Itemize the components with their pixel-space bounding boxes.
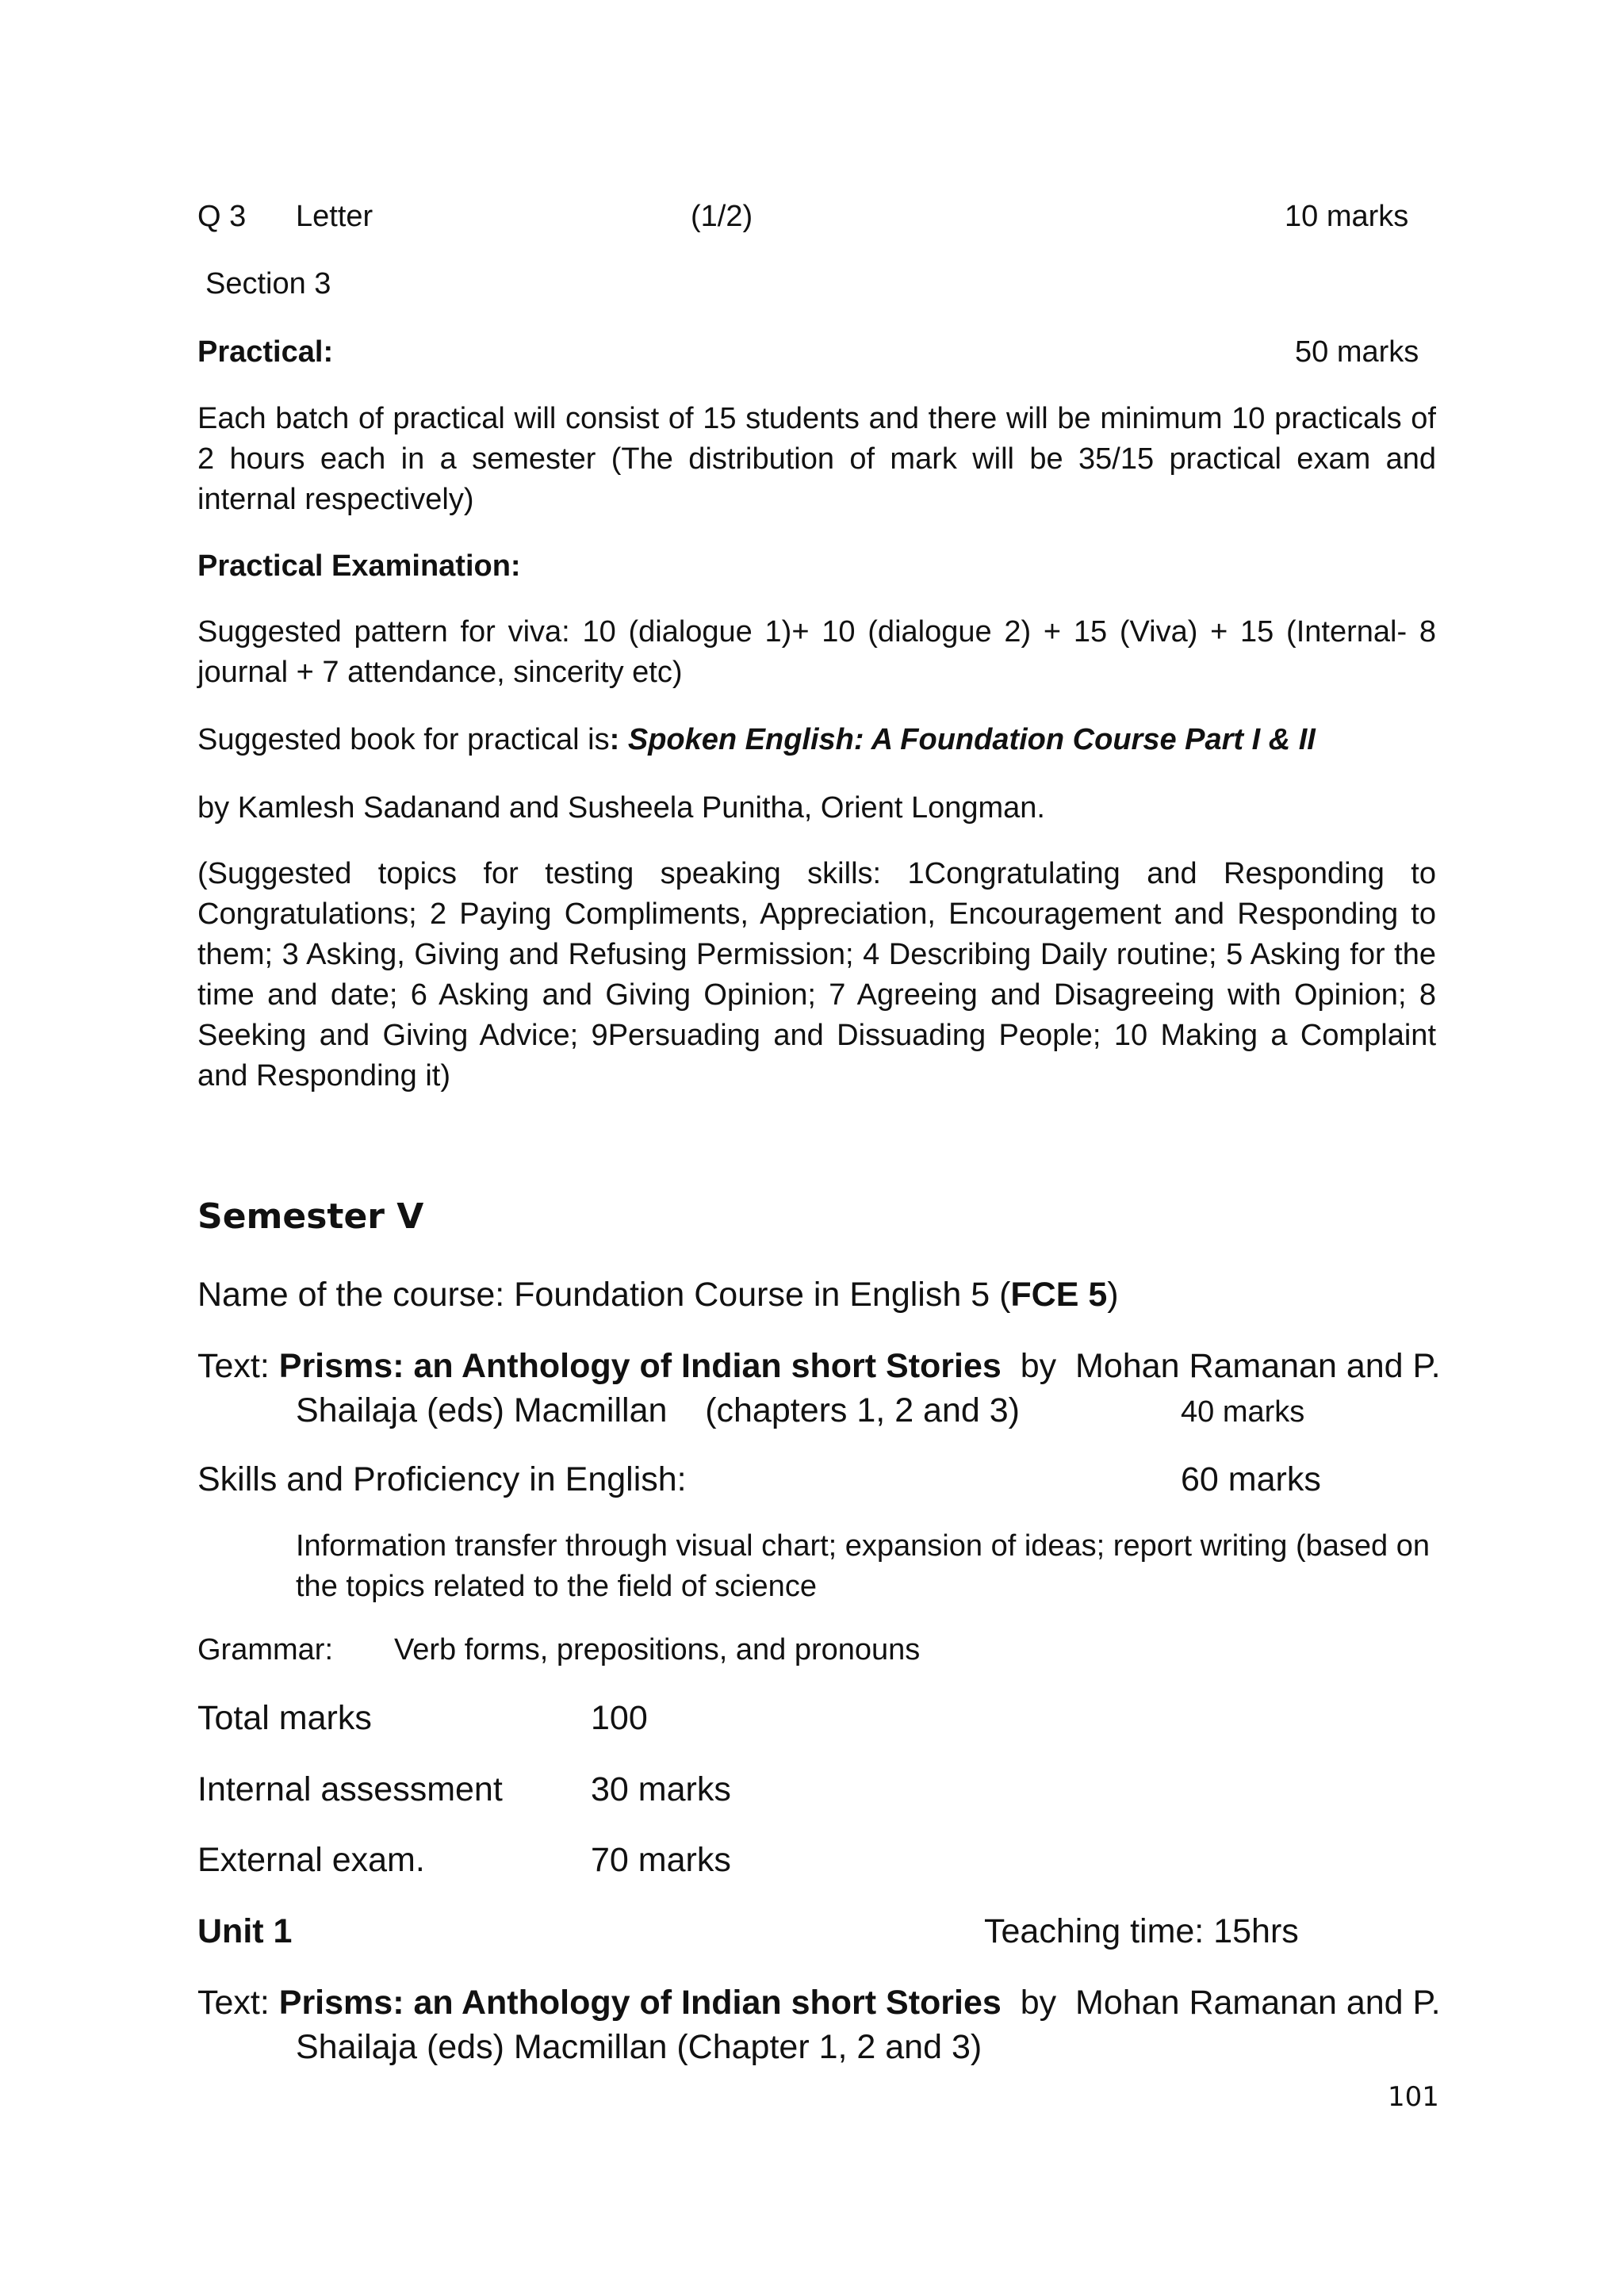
unit-teaching-time: Teaching time: 15hrs (984, 1912, 1299, 1950)
course-name (197, 1278, 1119, 1312)
section-label: Section 3 (205, 267, 331, 300)
semester-text-marks: 40 marks (1181, 1395, 1305, 1429)
semester-title: Semester V (197, 1196, 424, 1237)
semester-text-line2: Shailaja (eds) Macmillan (chapters 1, 2 and 3) (296, 1391, 1020, 1429)
unit-heading: Unit 1 (197, 1912, 293, 1950)
semester-text-label: Text: (197, 1347, 279, 1385)
unit-text-label: Text: (197, 1984, 279, 2022)
internal-assessment-label: Internal assessment (197, 1770, 503, 1808)
external-exam-value: 70 marks (591, 1841, 731, 1879)
q3-marks: 10 marks (1285, 200, 1409, 233)
suggested-book-title: Spoken English: A Foundation Course Part I & II (627, 723, 1316, 756)
speaking-topics: (Suggested topics for testing speaking skills: 1Congratulating and Responding to Congratulations; 2 Paying Compliments, Appreciation, Encouragement and Responding to them; 3 Asking, Giving and Refusing Permission; 4 Describing Daily routine; 5 Asking for the time and date; 6 Asking and Giving Opinion; 7 Agreeing and Disagreeing with Opinion; 8 Seeking and Giving Advice; 9Persuading and Dissuading People; 10 Making a Complaint and Responding it) (197, 857, 1436, 1093)
suggested-book-line (197, 725, 1316, 755)
practical-heading: Practical: (197, 335, 334, 369)
viva-pattern: Suggested pattern for viva: 10 (dialogue 1)+ 10 (dialogue 2) + 15 (Viva) + 15 (Internal- 8 journal + 7 attendance, sincerity etc) (197, 615, 1436, 689)
q3-name: Letter (296, 200, 373, 233)
total-marks-label: Total marks (197, 1699, 372, 1737)
unit-text-line2: Shailaja (eds) Macmillan (Chapter 1, 2 and 3) (296, 2028, 982, 2066)
course-name-prefix: Name of the course: Foundation Course in English 5 ( (197, 1276, 1011, 1314)
q3-fraction: (1/2) (691, 200, 753, 233)
skills-marks: 60 marks (1181, 1460, 1321, 1498)
semester-text-by: by Mohan Ramanan and P. (1001, 1347, 1441, 1385)
suggested-book-prefix: Suggested book for practical is (197, 723, 610, 756)
skills-description: Information transfer through visual chart; expansion of ideas; report writing (based on the topics related to the field of science (296, 1529, 1430, 1603)
course-code: FCE 5 (1010, 1276, 1108, 1314)
grammar-value: Verb forms, prepositions, and pronouns (394, 1633, 921, 1667)
unit-text-line1 (197, 1986, 1441, 2020)
external-exam-label: External exam. (197, 1841, 425, 1879)
suggested-book-colon: : (609, 723, 620, 756)
unit-text-by: by Mohan Ramanan and P. (1001, 1984, 1441, 2022)
total-marks-value: 100 (591, 1699, 648, 1737)
suggested-book-authors: by Kamlesh Sadanand and Susheela Punitha, Orient Longman. (197, 791, 1045, 825)
semester-text-line1 (197, 1349, 1441, 1383)
course-name-suffix: ) (1107, 1276, 1119, 1314)
grammar-label: Grammar: (197, 1633, 333, 1667)
q3-label: Q 3 (197, 200, 247, 233)
page-number: 101 (1388, 2081, 1439, 2113)
internal-assessment-value: 30 marks (591, 1770, 731, 1808)
practical-description: Each batch of practical will consist of 15 students and there will be minimum 10 practicals of 2 hours each in a semester (The distribution of mark will be 35/15 practical exam and internal respectively) (197, 402, 1436, 516)
practical-exam-heading: Practical Examination: (197, 549, 521, 583)
unit-text-title: Prisms: an Anthology of Indian short Stories (278, 1984, 1002, 2022)
semester-text-title: Prisms: an Anthology of Indian short Stories (278, 1347, 1002, 1385)
skills-label: Skills and Proficiency in English: (197, 1460, 687, 1498)
practical-marks: 50 marks (1295, 335, 1419, 369)
